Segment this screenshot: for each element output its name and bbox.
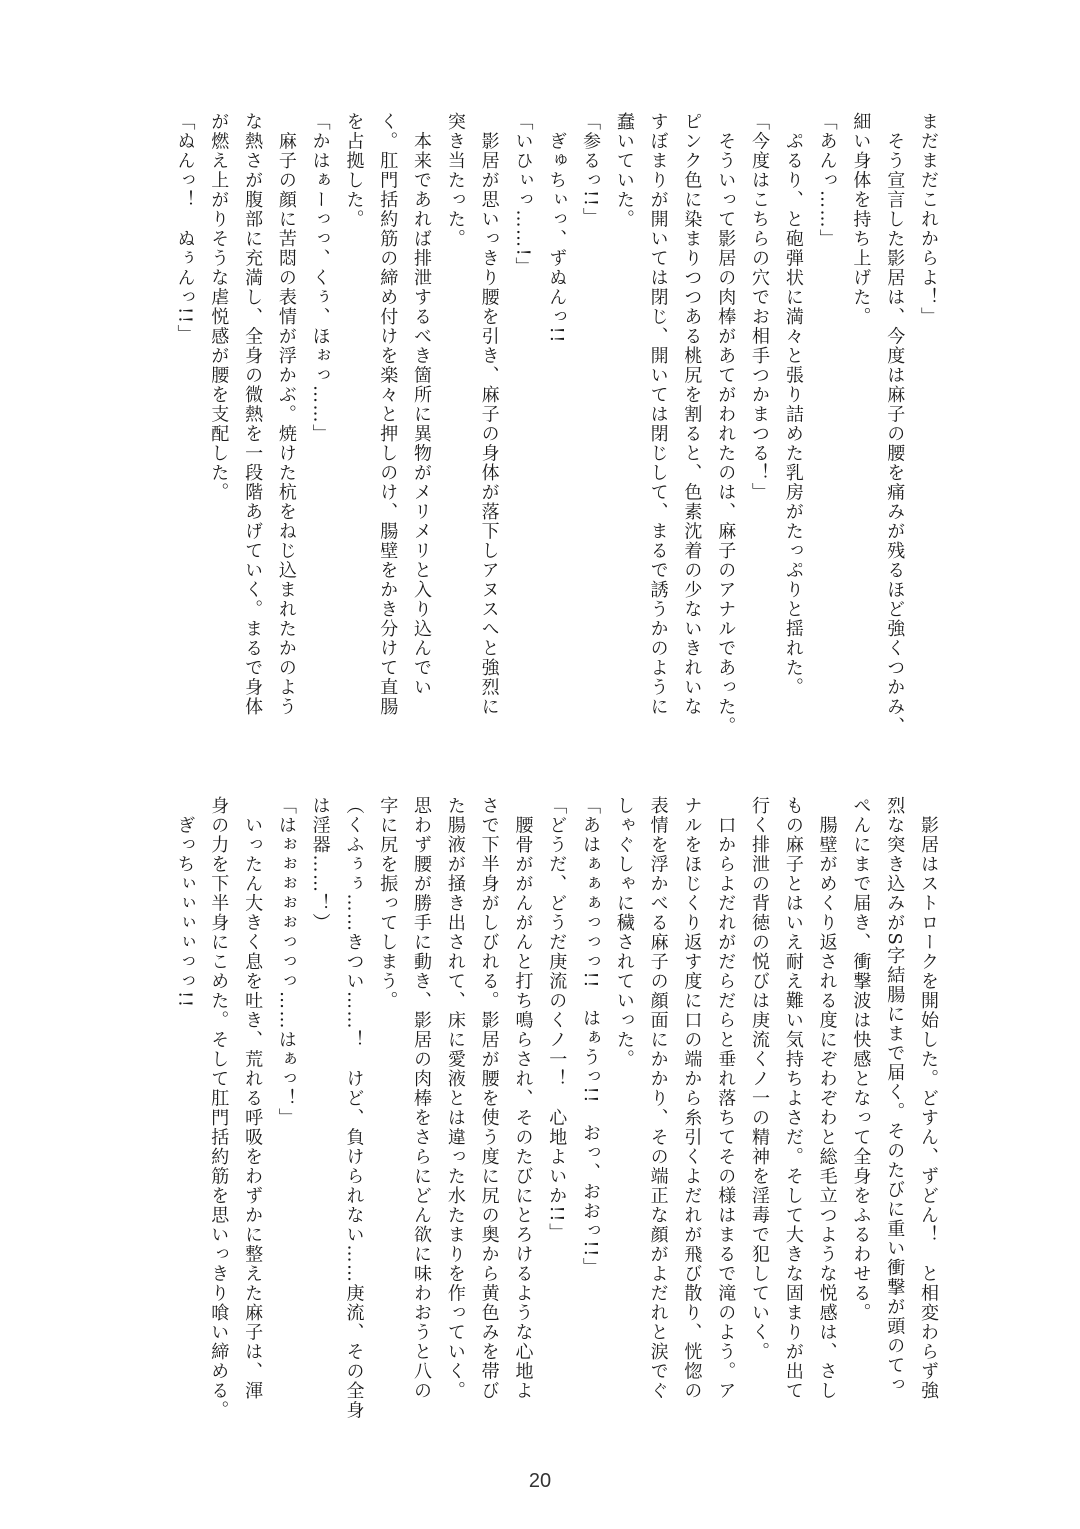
text-line: すぼまりが開いては閉じ、開いては閉じして、まるで誘うかのように (647, 112, 669, 717)
text-line: ぎゅちぃっ、ずぬんっ!! (546, 112, 568, 344)
text-line: 字に尻を振ってしまう。 (377, 796, 399, 1011)
text-line: ぷるり、と砲弾状に満々と張り詰めた乳房がたっぷりと揺れた。 (782, 112, 804, 697)
text-line: 「あはぁぁぁっっっ!! はぁうっ!! おっ、おおっ!!」 (580, 796, 602, 1278)
text-line: ナルをほじくり返す度に口の端から糸引くよだれが飛び散り、恍惚の (681, 796, 703, 1401)
text-line: 突き当たった。 (444, 112, 466, 249)
text-line: 「どうだ、どうだ庚流のくノ一！ 心地よいか!!」 (546, 796, 568, 1243)
text-line: 「ぬんっ！ ぬぅんっ!!」 (174, 112, 196, 344)
text-line: を占拠した。 (343, 112, 365, 229)
text-line: 思わず腰が勝手に動き、影居の肉棒をさらにどん欲に味わおうと八の (411, 796, 433, 1401)
lower-text-block (160, 796, 945, 1456)
text-line: 影居はストロークを開始した。どすん、ずどん！ と相変わらず強 (918, 796, 939, 1401)
text-line: そういって影居の肉棒があてがわれたのは、麻子のアナルであった。 (715, 112, 737, 736)
text-line: さで下半身がしびれる。影居が腰を使う度に尻の奥から黄色みを帯び (478, 796, 500, 1401)
text-line: く。肛門括約筋の締め付けを楽々と押しのけ、腸壁をかき分けて直腸 (377, 112, 399, 717)
text-line: 細い身体を持ち上げた。 (850, 112, 872, 327)
text-line: ぺんにまで届き、衝撃波は快感となって全身をふるわせる。 (850, 796, 872, 1323)
text-line: な熱さが腹部に充満し、全身の微熱を一段階あげていく。まるで身体 (242, 112, 264, 717)
text-line: が燃え上がりそうな虐悦感が腰を支配した。 (208, 112, 230, 502)
text-line: 麻子の顔に苦悶の表情が浮かぶ。焼けた杭をねじ込まれたかのよう (275, 112, 297, 717)
text-line: 行く排泄の背徳の悦びは庚流くノ一の精神を淫毒で犯していく。 (749, 796, 771, 1362)
text-line: 「参るっ!!」 (580, 112, 602, 227)
text-line: もの麻子とはいえ耐え難い気持ちよさだ。そして大きな固まりが出て (782, 796, 804, 1401)
page-number: 20 (528, 1470, 552, 1492)
text-line: 本来であれば排泄するべき箇所に異物がメリメリと入り込んでい (411, 112, 433, 697)
text-line: ぎっちぃぃぃぃっっ!! (174, 796, 196, 1009)
text-line: 影居が思いっきり腰を引き、麻子の身体が落下しアヌスへと強烈に (478, 112, 500, 717)
text-line: 口からよだれがだらだらと垂れ落ちてその様はまるで滝のよう。ア (715, 796, 737, 1401)
text-line: た腸液が掻き出されて、床に愛液とは違った水たまりを作っていく。 (444, 796, 466, 1401)
text-line: は淫器……！） (309, 796, 331, 933)
text-line: ピンク色に染まりつつある桃尻を割ると、色素沈着の少ないきれいな (681, 112, 703, 717)
text-line: 烈な突き込みがS字結腸にまで届く。そのたびに重い衝撃が頭のてっ (884, 796, 906, 1395)
text-line: 身の力を下半身にこめた。そして肛門括約筋を思いっきり喰い締める。 (208, 796, 230, 1420)
text-line: まだまだこれからよ！」 (918, 112, 939, 327)
text-line: （くふぅぅ……きつい……！ けど、負けられない……庚流、その全身 (343, 796, 365, 1420)
text-line: 「かはぁーっっ、くぅ、ほぉっ……」 (309, 112, 331, 444)
upper-text-block (160, 112, 945, 772)
text-line: 蠢いていた。 (613, 112, 635, 229)
text-line: しゃぐしゃに穢されていった。 (613, 796, 635, 1069)
text-line: いったん大きく息を吐き、荒れる呼吸をわずかに整えた麻子は、渾 (242, 796, 264, 1401)
text-line: 「今度はこちらの穴でお相手つかまつる！」 (749, 112, 771, 502)
text-line: 腰骨ががんがんと打ち鳴らされ、そのたびにとろけるような心地よ (512, 796, 534, 1401)
text-line: 「あんっ……」 (816, 112, 838, 249)
text-line: 表情を浮かべる麻子の顔面にかかり、その端正な顔がよだれと涙でぐ (647, 796, 669, 1401)
text-line: 腸壁がめくり返される度にぞわぞわと総毛立つような悦感は、さし (816, 796, 838, 1401)
text-line: 「はぉぉぉぉぉっっっ……はぁっ！」 (275, 796, 297, 1128)
text-line: 「いひぃっ……!」 (512, 112, 534, 277)
text-line: そう宣言した影居は、今度は麻子の腰を痛みが残るほど強くつかみ、 (884, 112, 906, 736)
